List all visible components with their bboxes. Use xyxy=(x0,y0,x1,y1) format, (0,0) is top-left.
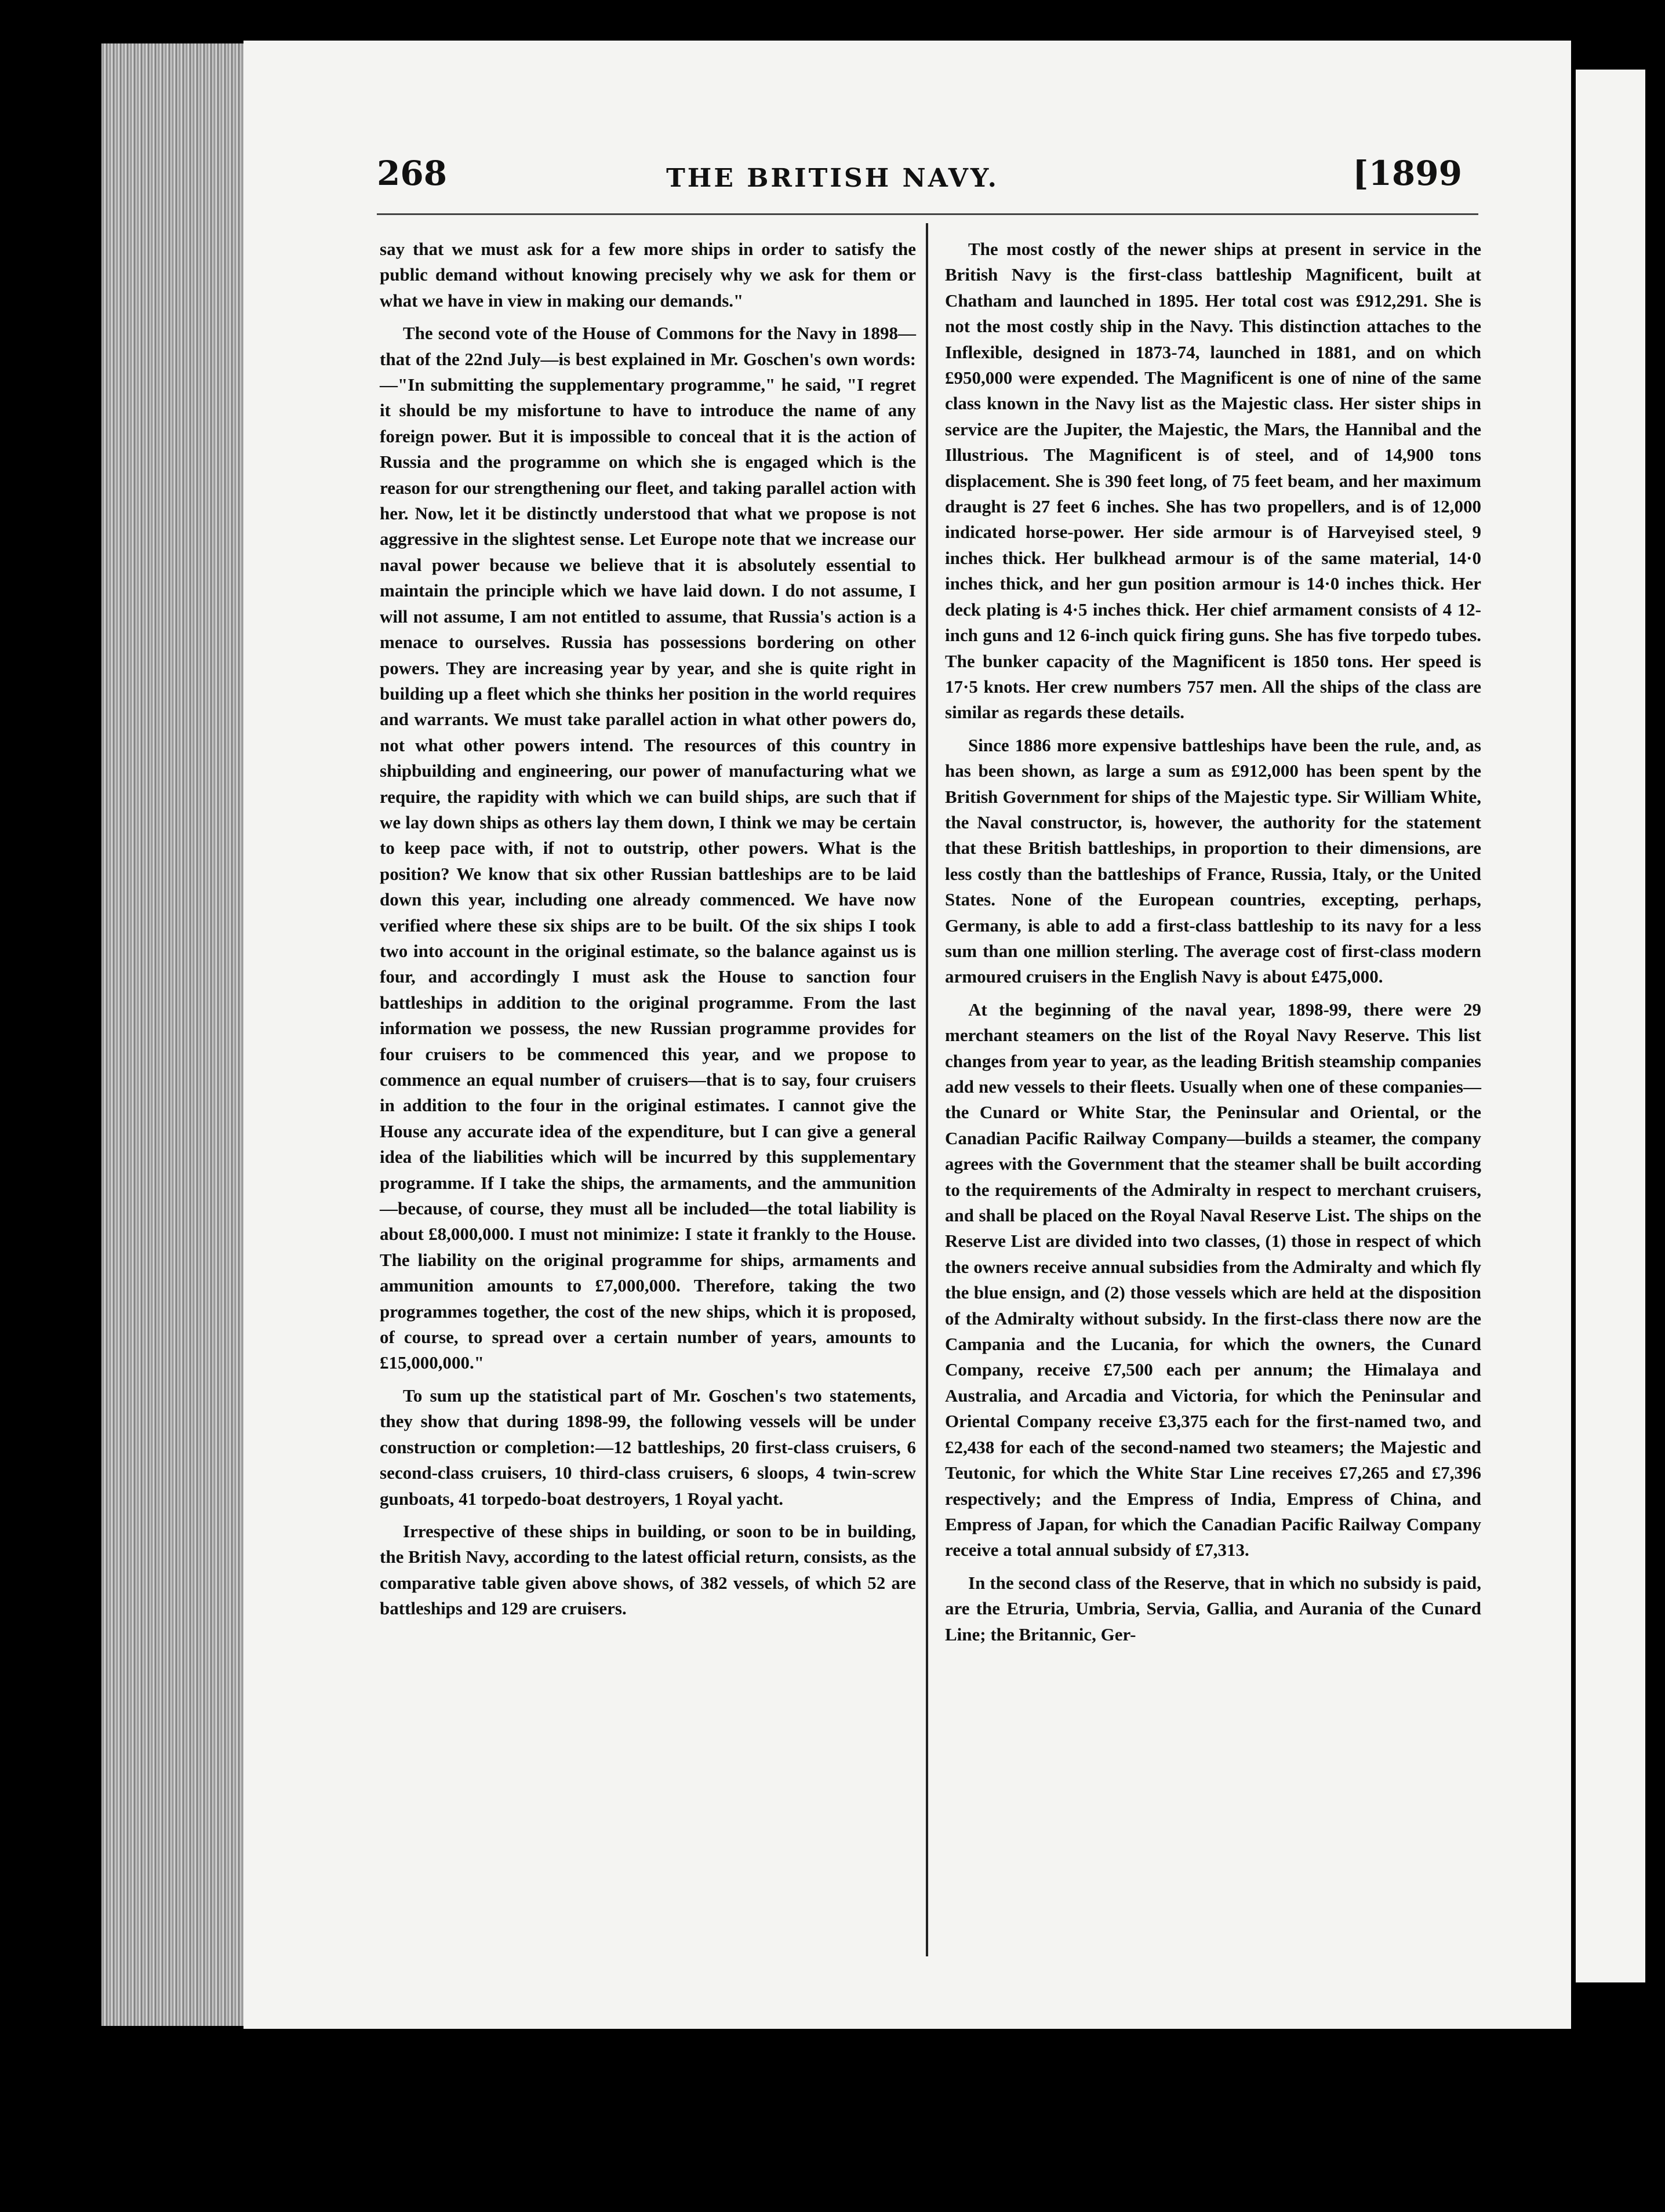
paragraph: say that we must ask for a few more ships in order to satisfy the public demand without knowing precisely why we ask for them or what we have in view in making our demands." xyxy=(380,239,916,311)
running-title: THE BRITISH NAVY. xyxy=(666,163,999,193)
header-rule xyxy=(377,213,1478,215)
right-column xyxy=(945,237,1481,1654)
paragraph: To sum up the statistical part of Mr. Goschen's two statements, they show that during 1898-99, the following vessels will be under construction or completion:—12 battleships, 20 first-class cruisers, 6 second-class cruisers, 10 third-class cruisers, 6 sloops, 4 twin-screw gunboats, 41 torpedo-boat destroyers, 1 Royal yacht. xyxy=(380,1385,916,1509)
paragraph: In the second class of the Reserve, that in which no subsidy is paid, are the Etruria, Umbria, Servia, Gallia, and Aurania of the Cunard Line; the Britannic, Ger- xyxy=(945,1572,1481,1645)
paragraph: Since 1886 more expensive battleships have been the rule, and, as has been shown, as large a sum as £912,000 has been spent by the British Government for ships of the Majestic type. Sir William White, the Naval constructor, is, however, the authority for the statement that these British battleships, in proportion to their dimensions, are less costly than the battleships of France, Russia, Italy, or the United States. None of the European countries, excepting, perhaps, Germany, is able to add a first-class battleship to its navy for a less sum than one million sterling. The average cost of first-class modern armoured cruisers in the English Navy is about £475,000. xyxy=(945,734,1481,987)
column-rule xyxy=(926,223,928,1956)
book-page-edges xyxy=(101,43,246,2026)
page-number: 268 xyxy=(377,154,448,193)
facing-page-edge xyxy=(1576,70,1645,1982)
paragraph: The second vote of the House of Commons for the Navy in 1898—that of the 22nd July—is best explained in Mr. Goschen's own words:—"In submitting the supplementary programme," he said, "I regret it should be my misfortune to have to introduce the name of any foreign power. But it is impossible to conceal that it is the action of Russia and the programme on which she is engaged which is the reason for our strengthening our fleet, and taking parallel action with her. Now, let it be distinctly understood that what we propose is not aggressive in the slightest sense. Let Europe note that we increase our naval power because we believe that it is absolutely essential to maintain the principle which we have laid down. I do not assume, I will not assume, I am not entitled to assume, that Russia's action is a menace to ourselves. Russia has possessions bordering on other powers. They are increasing year by year, and she is quite right in building up a fleet which she thinks her position in the world requires and warrants. We must take parallel action in what other powers do, not what other powers intend. The resources of this country in shipbuilding and engineering, our power of manufacturing what we require, the rapidity with which we can build ships, are such that if we lay down ships as others lay them down, I think we may be certain to keep pace with, if not to outstrip, other powers. What is the position? We know that six other Russian battleships are to be laid down this year, including one already commenced. We have now verified where these six ships are to be built. Of the six ships I took two into account in the original estimate, so the balance against us is four, and accordingly I must ask the House to sanction four battleships in addition to the original programme. From the last information we possess, the new Russian programme provides for four cruisers to be commenced this year, and we propose to commence an equal number of cruisers—that is to say, four cruisers in addition to the four in the original estimates. I cannot give the House any accurate idea of the expenditure, but I can give a general idea of the liabilities which will be incurred by this supplementary programme. If I take the ships, the armaments, and the ammunition—because, of course, they must all be included—the total liability is about £8,000,000. I must not minimize: I state it frankly to the House. The liability on the original programme for ships, armaments and ammunition amounts to £7,000,000. Therefore, taking the two programmes together, the cost of the new ships, which it is proposed, of course, to spread over a certain number of years, amounts to £15,000,000." xyxy=(380,323,916,1373)
year-mark: [1899 xyxy=(1353,154,1462,193)
paragraph: Irrespective of these ships in building, or soon to be in building, the British Navy, according to the latest official return, consists, as the comparative table given above shows, of 382 vessels, of which 52 are battleships and 129 are cruisers. xyxy=(380,1520,916,1619)
left-column xyxy=(380,237,916,1629)
paragraph: At the beginning of the naval year, 1898-99, there were 29 merchant steamers on the list of the Royal Navy Reserve. This list changes from year to year, as the leading British steamship companies add new vessels to their fleets. Usually when one of these companies—the Cunard or White Star, the Peninsular and Oriental, or the Canadian Pacific Railway Company—builds a steamer, the company agrees with the Government that the steamer shall be built according to the requirements of the Admiralty in respect to merchant cruisers, and shall be placed on the Royal Naval Reserve List. The ships on the Reserve List are divided into two classes, (1) those in respect of which the owners receive annual subsidies from the Admiralty and which fly the blue ensign, and (2) those vessels which are held at the disposition of the Admiralty without subsidy. In the first-class there now are the Campania and the Lucania, for which the owners, the Cunard Company, receive £7,500 each per annum; the Himalaya and Australia, and Arcadia and Victoria, for which the Peninsular and Oriental Company receive £3,375 each for the first-named two, and £2,438 for each of the second-named two steamers; the Majestic and Teutonic, for which the White Star Line receives £7,265 and £7,396 respectively; and the Empress of India, Empress of China, and Empress of Japan, for which the Canadian Pacific Railway Company receive a total annual subsidy of £7,313. xyxy=(945,999,1481,1560)
paragraph: The most costly of the newer ships at present in service in the British Navy is the first-class battleship Magnificent, built at Chatham and launched in 1895. Her total cost was £912,291. She is not the most costly ship in the Navy. This distinction attaches to the Inflexible, designed in 1873-74, launched in 1881, and on which £950,000 were expended. The Magnificent is one of nine of the same class known in the Navy list as the Majestic class. Her sister ships in service are the Jupiter, the Majestic, the Mars, the Hannibal and the Illustrious. The Magnificent is of steel, and of 14,900 tons displacement. She is 390 feet long, of 75 feet beam, and her maximum draught is 27 feet 6 inches. She has two propellers, and is of 12,000 indicated horse-power. Her side armour is of Harveyised steel, 9 inches thick. Her bulkhead armour is of the same material, 14·0 inches thick, and her gun position armour is 14·0 inches thick. Her deck plating is 4·5 inches thick. Her chief armament consists of 4 12-inch guns and 12 6-inch quick firing guns. She has five torpedo tubes. The bunker capacity of the Magnificent is 1850 tons. Her speed is 17·5 knots. Her crew numbers 757 men. All the ships of the class are similar as regards these details. xyxy=(945,239,1481,723)
